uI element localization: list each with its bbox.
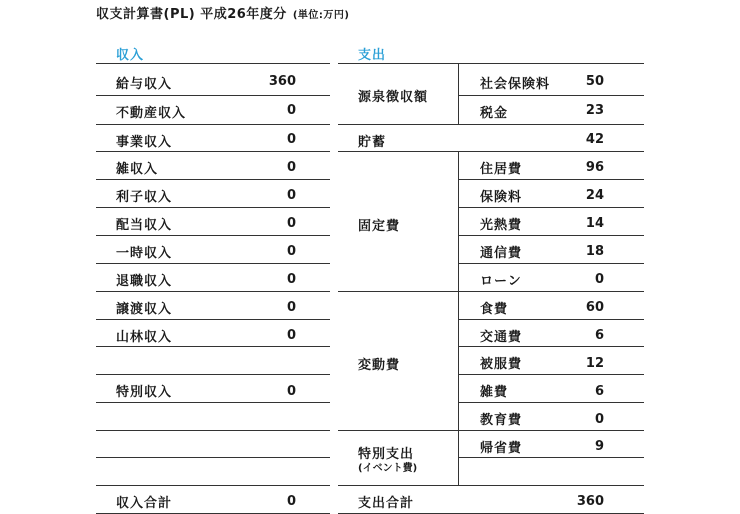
- income-label: 利子収入: [116, 190, 173, 205]
- income-row-divider: [96, 402, 330, 403]
- income-row-divider: [96, 291, 330, 292]
- savings-label: 貯蓄: [358, 135, 387, 150]
- income-value: 360: [268, 74, 296, 89]
- income-value: 0: [286, 132, 296, 147]
- expense-item-value: 9: [594, 439, 604, 454]
- expense-item-label: 通信費: [480, 246, 523, 261]
- income-row-divider: [96, 63, 330, 64]
- income-row-divider: [96, 124, 330, 125]
- withholding-label: 源泉徴収額: [358, 90, 429, 105]
- expense-row-divider: [459, 402, 644, 403]
- special-sublabel: (イベント費): [358, 463, 418, 474]
- income-total-label: 収入合計: [116, 496, 173, 511]
- income-label: 不動産収入: [116, 106, 187, 121]
- income-value: 0: [286, 272, 296, 287]
- income-label: 給与収入: [116, 77, 173, 92]
- income-row-divider: [96, 485, 330, 486]
- expense-col-divider: [458, 63, 459, 124]
- expense-item-value: 23: [585, 103, 604, 118]
- income-label: 配当収入: [116, 218, 173, 233]
- expense-item-label: 帰省費: [480, 441, 523, 456]
- expense-row-divider: [459, 179, 644, 180]
- expense-row-divider: [459, 235, 644, 236]
- expense-item-label: 食費: [480, 302, 509, 317]
- income-row-divider: [96, 346, 330, 347]
- income-row-divider: [96, 374, 330, 375]
- expense-item-value: 18: [585, 244, 604, 259]
- income-value: 0: [286, 384, 296, 399]
- expense-header: 支出: [358, 48, 387, 63]
- expense-row-divider: [459, 207, 644, 208]
- income-label: 退職収入: [116, 274, 173, 289]
- expense-item-value: 0: [594, 412, 604, 427]
- income-row-divider: [96, 430, 330, 431]
- income-value: 0: [286, 216, 296, 231]
- expense-row-divider: [459, 95, 644, 96]
- income-label: 譲渡収入: [116, 302, 173, 317]
- expense-row-divider: [338, 63, 644, 64]
- expense-col-divider: [458, 151, 459, 485]
- expense-item-label: 教育費: [480, 413, 523, 428]
- income-label: 山林収入: [116, 330, 173, 345]
- expense-row-divider: [338, 485, 644, 486]
- expense-item-label: 交通費: [480, 330, 523, 345]
- expense-item-label: ローン: [480, 274, 522, 289]
- expense-row-divider: [459, 374, 644, 375]
- income-label: 特別収入: [116, 385, 173, 400]
- expense-item-value: 6: [594, 384, 604, 399]
- income-total-value: 0: [286, 494, 296, 509]
- expense-row-divider: [338, 430, 644, 431]
- expense-row-divider: [459, 346, 644, 347]
- expense-item-value: 60: [585, 300, 604, 315]
- page-title: [96, 3, 349, 22]
- income-value: 0: [286, 300, 296, 315]
- expense-item-value: 96: [585, 160, 604, 175]
- expense-item-label: 住居費: [480, 162, 523, 177]
- income-label: 一時収入: [116, 246, 173, 261]
- income-row-divider: [96, 263, 330, 264]
- savings-value: 42: [585, 132, 604, 147]
- expense-row-divider: [459, 319, 644, 320]
- expense-row-divider: [459, 263, 644, 264]
- expense-item-value: 24: [585, 188, 604, 203]
- expense-row-divider: [338, 124, 644, 125]
- title-main: 収支計算書(PL) 平成26年度分: [96, 7, 287, 22]
- expense-row-divider: [338, 151, 644, 152]
- expense-item-value: 6: [594, 328, 604, 343]
- income-row-divider: [96, 207, 330, 208]
- expense-item-label: 税金: [480, 106, 509, 121]
- special-label: 特別支出: [358, 447, 415, 462]
- title-unit: (単位:万円): [292, 10, 350, 21]
- income-row-divider: [96, 95, 330, 96]
- expense-row-divider: [338, 291, 644, 292]
- expense-item-value: 12: [585, 356, 604, 371]
- income-row-divider: [96, 179, 330, 180]
- income-row-divider: [96, 319, 330, 320]
- income-value: 0: [286, 188, 296, 203]
- income-row-divider: [96, 457, 330, 458]
- fixed-label: 固定費: [358, 219, 401, 234]
- expense-item-value: 50: [585, 74, 604, 89]
- income-value: 0: [286, 328, 296, 343]
- income-label: 雑収入: [116, 162, 159, 177]
- income-row-divider: [96, 235, 330, 236]
- expense-item-label: 保険料: [480, 190, 523, 205]
- expense-total-value: 360: [576, 494, 604, 509]
- expense-item-label: 光熱費: [480, 218, 523, 233]
- expense-item-value: 14: [585, 216, 604, 231]
- expense-item-label: 被服費: [480, 357, 523, 372]
- income-row-divider: [96, 151, 330, 152]
- expense-item-label: 雑費: [480, 385, 509, 400]
- income-label: 事業収入: [116, 135, 173, 150]
- income-value: 0: [286, 160, 296, 175]
- expense-total-label: 支出合計: [358, 496, 415, 511]
- variable-label: 変動費: [358, 358, 401, 373]
- expense-item-label: 社会保険料: [480, 77, 551, 92]
- income-value: 0: [286, 103, 296, 118]
- income-header: 収入: [116, 48, 145, 63]
- expense-item-value: 0: [594, 272, 604, 287]
- expense-row-divider: [459, 457, 644, 458]
- income-value: 0: [286, 244, 296, 259]
